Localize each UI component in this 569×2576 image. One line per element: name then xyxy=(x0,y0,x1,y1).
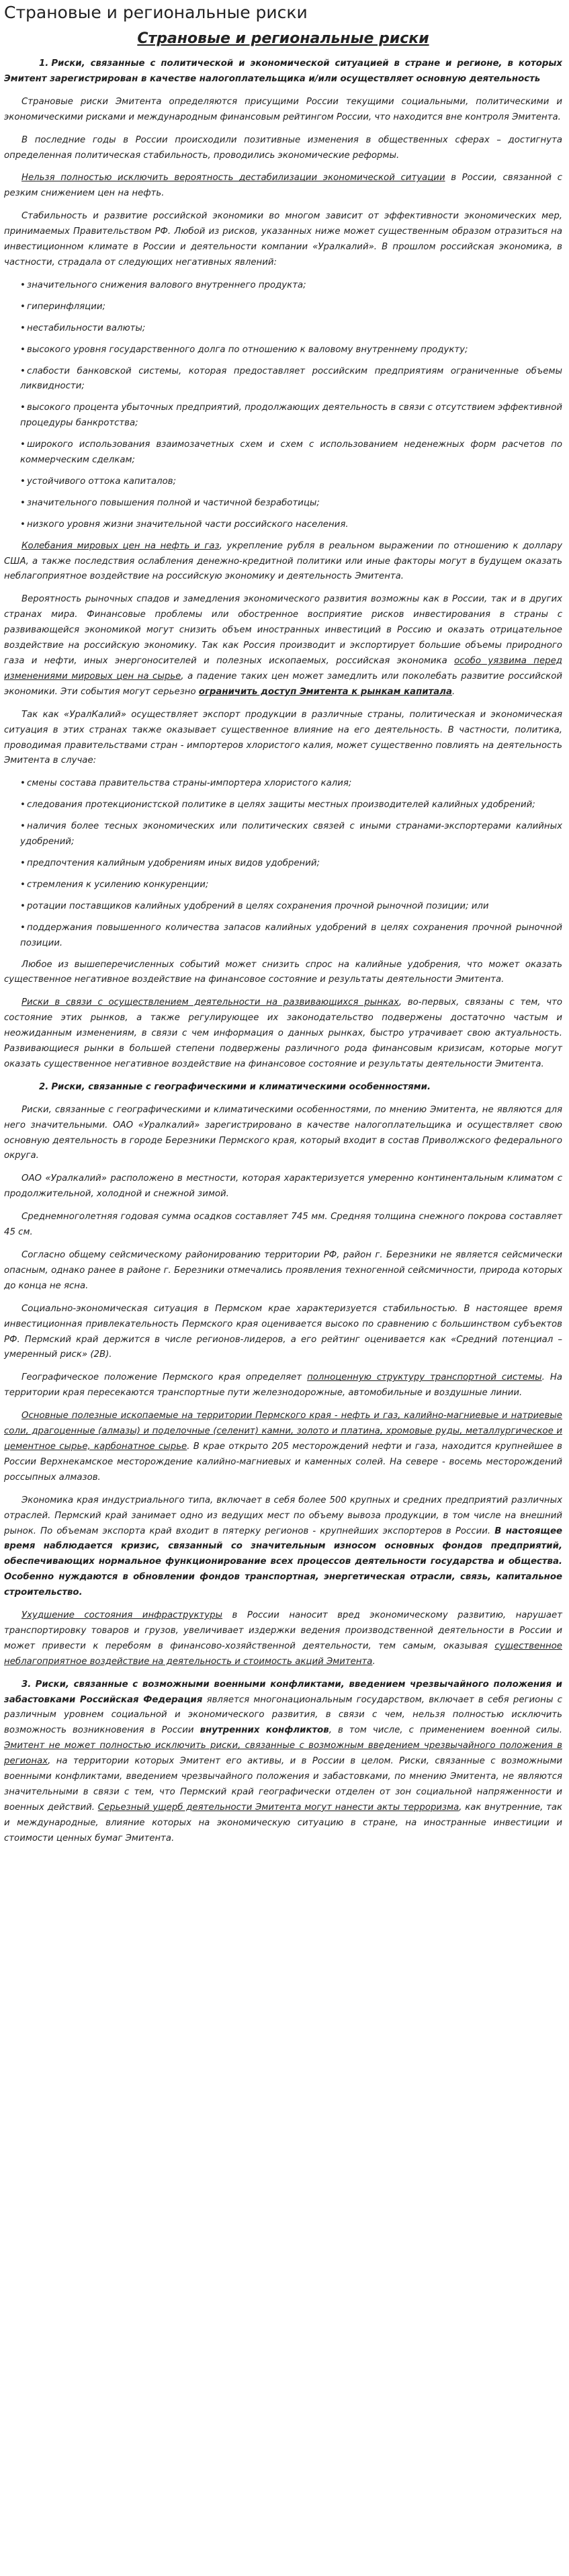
paragraph: Страновые риски Эмитента определяются присущими России текущими социальными, политическими и экономическими рисками и международным финансовым рейтингом России, что находится вне контроля Эмитента. xyxy=(4,96,562,122)
page-title: Страновые и региональные риски xyxy=(4,3,308,22)
paragraph xyxy=(4,592,562,700)
bullet-icon: • xyxy=(20,280,26,290)
list-item-text: поддержания повышенного количества запасов калийных удобрений в целях сохранения прочной рыночной позиции. xyxy=(20,922,562,948)
paragraph-text: в России наносит вред экономическому развитию, нарушает транспортировку товаров и грузов, увеличивает издержки ведения производственной деятельности в России и может привести к перебоям в финансово-хозяйственной деятельности, тем самым, оказывая xyxy=(4,1610,562,1651)
list-item-text: предпочтения калийным удобрениям иных видов удобрений; xyxy=(27,858,320,868)
paragraph: Любое из вышеперечисленных событий может снизить спрос на калийные удобрения, что может оказать существенное негативное воздействие на финансовое состояние и результаты деятельности Эмитента. xyxy=(4,959,562,985)
paragraph: Так как «УралКалий» осуществляет экспорт продукции в различные страны, политическая и экономическая ситуация в этих странах также оказывает существенное влияние на его деятельность. В частности, политика, проводимая правительствами стран - импортеров хлористого калия, может существенно повлиять на деятельность Эмитента в случае: xyxy=(4,709,562,766)
bullet-icon: • xyxy=(20,476,26,487)
underlined-text: Ухудшение состояния инфраструктуры xyxy=(21,1610,223,1621)
bullet-icon: • xyxy=(20,858,26,868)
paragraph-text: . На территории края пересекаются транспортные пути железнодорожные, автомобильные и воздушные линии. xyxy=(4,1372,562,1399)
paragraph-text: , а падение таких цен может замедлить или поколебать развитие российской экономики. Эти события могут серьезно xyxy=(4,671,562,697)
list-item-text: ротации поставщиков калийных удобрений в целях сохранения прочной рыночной позиции; или xyxy=(27,901,489,911)
emphasis-text: внутренних конфликтов xyxy=(200,1725,329,1736)
paragraph-text: , во-первых, связаны с тем, что состояние этих рынков, а также регулирующее их законодательство подвержены достаточно частым и неожиданным изменениям, в связи с чем информация о данных рынках, быстро утрачивает свою актуальность. Развивающиеся рынки в большей степени подвержены различного рода финансовым кризисам, которые могут оказать существенное негативное воздействие на финансовое состояние и результаты деятельности Эмитента. xyxy=(4,997,562,1069)
paragraph-text: , в том числе, с применением военной силы. xyxy=(329,1725,562,1736)
paragraph-text: . В крае открыто 205 месторождений нефти и газа, находится крупнейшее в России Верхнекамское месторождение калийно-магниевых и каменных солей. На севере - восемь месторождений россыпных алмазов. xyxy=(4,1441,562,1483)
paragraph-text: . xyxy=(372,1656,376,1667)
paragraph xyxy=(4,1608,562,1670)
paragraph: ОАО «Уралкалий» расположено в местности, которая характеризуется умеренно континентальным климатом с продолжительной, холодной и снежной зимой. xyxy=(4,1173,562,1200)
section-heading-text: Риски, связанные с политической и экономической ситуацией в стране и регионе, в которых Эмитент зарегистрирован в качестве налогоплательщика и/или осуществляет основную деятельность xyxy=(4,58,562,84)
list-item-text: слабости банковской системы, которая предоставляет российским предприятиям ограниченные объемы ликвидности; xyxy=(20,366,562,392)
bullet-icon: • xyxy=(20,323,26,333)
section-heading-text: Риски, связанные с географическими и климатическими особенностями. xyxy=(51,1081,431,1092)
list-item-text: стремления к усилению конкуренции; xyxy=(27,879,209,890)
bullet-icon: • xyxy=(20,821,26,832)
list-item xyxy=(4,343,562,358)
underlined-text: Эмитент не может полностью исключить риски, связанные с возможным введением чрезвычайного положения в регионах xyxy=(4,1741,562,1767)
underlined-text: Нельзя полностью исключить вероятность дестабилизации экономической ситуации xyxy=(21,173,445,183)
list-item-text: наличия более тесных экономических или политических связей с иными странами-экспортерами калийных удобрений; xyxy=(20,821,562,847)
paragraph: В последние годы в России происходили позитивные изменения в общественных сферах – достигнута определенная политическая стабильность, проводились экономические реформы. xyxy=(4,134,562,161)
list-item-text: смены состава правительства страны-импортера хлористого калия; xyxy=(27,778,352,789)
paragraph: Стабильность и развитие российской экономики во многом зависит от эффективности экономических мер, принимаемых Правительством РФ. Любой из рисков, указанных ниже может существенным образом отразиться на инвестиционном климате в России и деятельности компании «Уралкалий». В прошлом российская экономика, в частности, страдала от следующих негативных явлений: xyxy=(4,211,562,267)
paragraph-text: Вероятность рыночных спадов и замедления экономического развития возможны как в России, так и в других странах мира. Финансовые проблемы или обостренное восприятие рисков инвестирования в страны с развивающейся экономикой могут снизить объем иностранных инвестиций в Россию и оказать отрицательное воздействие на российскую экономику. Так как Россия производит и экспортирует большие объемы природного газа и нефти, иных энергоносителей и полезных ископаемых, российская экономика xyxy=(4,594,562,666)
list-item xyxy=(4,321,562,337)
bullet-icon: • xyxy=(20,519,26,530)
paragraph-text: , на территории которых Эмитент его активы, и в России в целом. Риски, связанные с возможными военными конфликтами, введением чрезвычайного положения и забастовками, по мнению Эмитента, не являются значительными в связи с тем, что Пермский край географически отделен от зон социальной напряженности и военных действий. xyxy=(4,1756,562,1813)
section-number: 2. xyxy=(39,1081,49,1092)
section-heading-text: Риски, связанные с возможными военными конфликтами, введением чрезвычайного положения и забастовками Российская Федерация xyxy=(4,1679,562,1705)
section-heading-1 xyxy=(4,56,562,87)
bullet-icon: • xyxy=(20,879,26,890)
underlined-text: Колебания мировых цен на нефть и газ xyxy=(21,540,220,551)
paragraph xyxy=(4,995,562,1073)
bullet-icon: • xyxy=(20,778,26,789)
paragraph-text: является многонациональным государством, включает в себя регионы с различным уровнем социальной и экономического развития, в связи с чем, нельзя полностью исключить возможность возникновения в России xyxy=(4,1694,562,1736)
paragraph-text: , укрепление рубля в реальном выражении по отношению к доллару США, а также последствия ослабления денежно-кредитной политики или иные факторы могут в будущем оказать неблагоприятное воздействие на российскую экономику и деятельность Эмитента. xyxy=(4,540,562,582)
list-item xyxy=(4,878,562,893)
list-item-text: высокого уровня государственного долга по отношению к валовому внутреннему продукту; xyxy=(27,344,468,355)
list-item xyxy=(4,278,562,294)
bullet-icon: • xyxy=(20,800,26,811)
list-item xyxy=(4,517,562,533)
document-body xyxy=(4,28,562,1847)
underlined-text: Риски в связи с осуществлением деятельности на развивающихся рынках xyxy=(21,997,399,1008)
section-paragraph-3 xyxy=(4,1677,562,1847)
paragraph-text: в России, связанной с резким снижением цен на нефть. xyxy=(4,173,562,199)
list-item xyxy=(4,496,562,511)
list-item-text: следования протекционистской политике в целях защиты местных производителей калийных удобрений; xyxy=(27,800,535,811)
underlined-text: полноценную структуру транспортной системы xyxy=(307,1372,542,1383)
list-item xyxy=(4,776,562,792)
paragraph: Социально-экономическая ситуация в Пермском крае характеризуется стабильностью. В настоящее время инвестиционная привлекательность Пермского края оценивается высоко по сравнению с большинством субъектов РФ. Пермский край держится в числе регионов-лидеров, а его рейтинг оценивается как «Средний потенциал – умеренный риск» (2В). xyxy=(4,1303,562,1360)
paragraph-text: . xyxy=(451,686,455,697)
list-item-text: нестабильности валюты; xyxy=(27,323,146,333)
list-item xyxy=(4,474,562,490)
list-item xyxy=(4,401,562,431)
paragraph xyxy=(4,539,562,585)
list-item-text: широкого использования взаимозачетных схем и схем с использованием неденежных форм расчетов по коммерческим сделкам; xyxy=(20,440,562,466)
paragraph-text: , как внутренние, так и международные, влияние которых на экономическую ситуацию в стране, на иностранные инвестиции и стоимости ценных бумаг Эмитента. xyxy=(4,1802,562,1843)
bullet-icon: • xyxy=(20,901,26,911)
emphasis-text: ограничить доступ Эмитента к рынкам капитала xyxy=(198,686,452,697)
paragraph: Среднемноголетняя годовая сумма осадков составляет 745 мм. Средняя толщина снежного покрова составляет 45 см. xyxy=(4,1212,562,1238)
bullet-icon: • xyxy=(20,366,26,376)
list-item xyxy=(4,364,562,395)
bullet-icon: • xyxy=(20,440,26,450)
emphasis-text: В настоящее время наблюдается кризис, связанный со значительным износом основных фондов предприятий, обеспечивающих нормальное функционирование всех процессов деятельности государства и общества. Особенно нуждаются в обновлении фондов транспортная, энергетическая отрасли, связь, капитальное строительство. xyxy=(4,1526,562,1598)
list-item xyxy=(4,438,562,468)
list-item xyxy=(4,798,562,813)
section-number: 3. xyxy=(21,1679,32,1690)
bullet-icon: • xyxy=(20,344,26,355)
list-item xyxy=(4,819,562,850)
paragraph xyxy=(4,1493,562,1601)
list-item xyxy=(4,921,562,952)
paragraph-text: Экономика края индустриального типа, включает в себя более 500 крупных и средних предприятий различных отраслей. Пермский край занимает одно из ведущих мест по объему вывоза продукции, в том числе на внешний рынок. По объемам экспорта край входит в пятерку регионов - крупнейших экспортеров в России. xyxy=(4,1495,562,1536)
underlined-text: особо уязвима перед изменениями мировых цен на сырье xyxy=(4,656,562,681)
section-number: 1. xyxy=(39,58,49,69)
list-item xyxy=(4,856,562,872)
bullet-icon: • xyxy=(20,301,26,312)
list-item xyxy=(4,899,562,915)
bullet-icon: • xyxy=(20,497,26,508)
list-item-text: высокого процента убыточных предприятий, продолжающих деятельность в связи с отсутствием эффективной процедуры банкротства; xyxy=(20,403,562,429)
list-item-text: значительного повышения полной и частичной безработицы; xyxy=(27,497,320,508)
list-item-text: гиперинфляции; xyxy=(27,301,105,312)
paragraph xyxy=(4,171,562,202)
paragraph: Риски, связанные с географическими и климатическими особенностями, по мнению Эмитента, не являются для него значительными. ОАО «Уралкалий» зарегистрировано в качестве налогоплательщика и осуществляет свою основную деятельность в городе Березники Пермского края, который входит в состав Приволжского федерального округа. xyxy=(4,1104,562,1161)
underlined-text: Основные полезные ископаемые на территории Пермского края - нефть и газ, калийно-магниевые и натриевые соли, драгоценные (алмазы) и поделочные (селенит) камни, золото и платина, хромовые руды, металлургическое и цементное сырье, карбонатное сырье xyxy=(4,1411,562,1452)
list-item-text: значительного снижения валового внутреннего продукта; xyxy=(27,280,306,290)
underlined-text: существенное неблагоприятное воздействие на деятельность и стоимость акций Эмитента xyxy=(4,1640,562,1667)
bullet-icon: • xyxy=(20,403,26,413)
paragraph-text: Географическое положение Пермского края определяет xyxy=(21,1372,308,1383)
paragraph xyxy=(4,1409,562,1486)
document-title: Страновые и региональные риски xyxy=(137,30,429,47)
list-item-text: низкого уровня жизни значительной части российского населения. xyxy=(27,519,349,530)
list-item xyxy=(4,300,562,315)
bullet-icon: • xyxy=(20,922,26,933)
list-item-text: устойчивого оттока капиталов; xyxy=(27,476,177,487)
paragraph xyxy=(4,1370,562,1401)
paragraph: Согласно общему сейсмическому районированию территории РФ, район г. Березники не является сейсмически опасным, однако ранее в районе г. Березники отмечались проявления техногенной сейсмичности, природа которых до конца не ясна. xyxy=(4,1250,562,1291)
section-heading-2 xyxy=(4,1080,562,1095)
underlined-text: Серьезный ущерб деятельности Эмитента могут нанести акты терроризма xyxy=(97,1802,459,1813)
